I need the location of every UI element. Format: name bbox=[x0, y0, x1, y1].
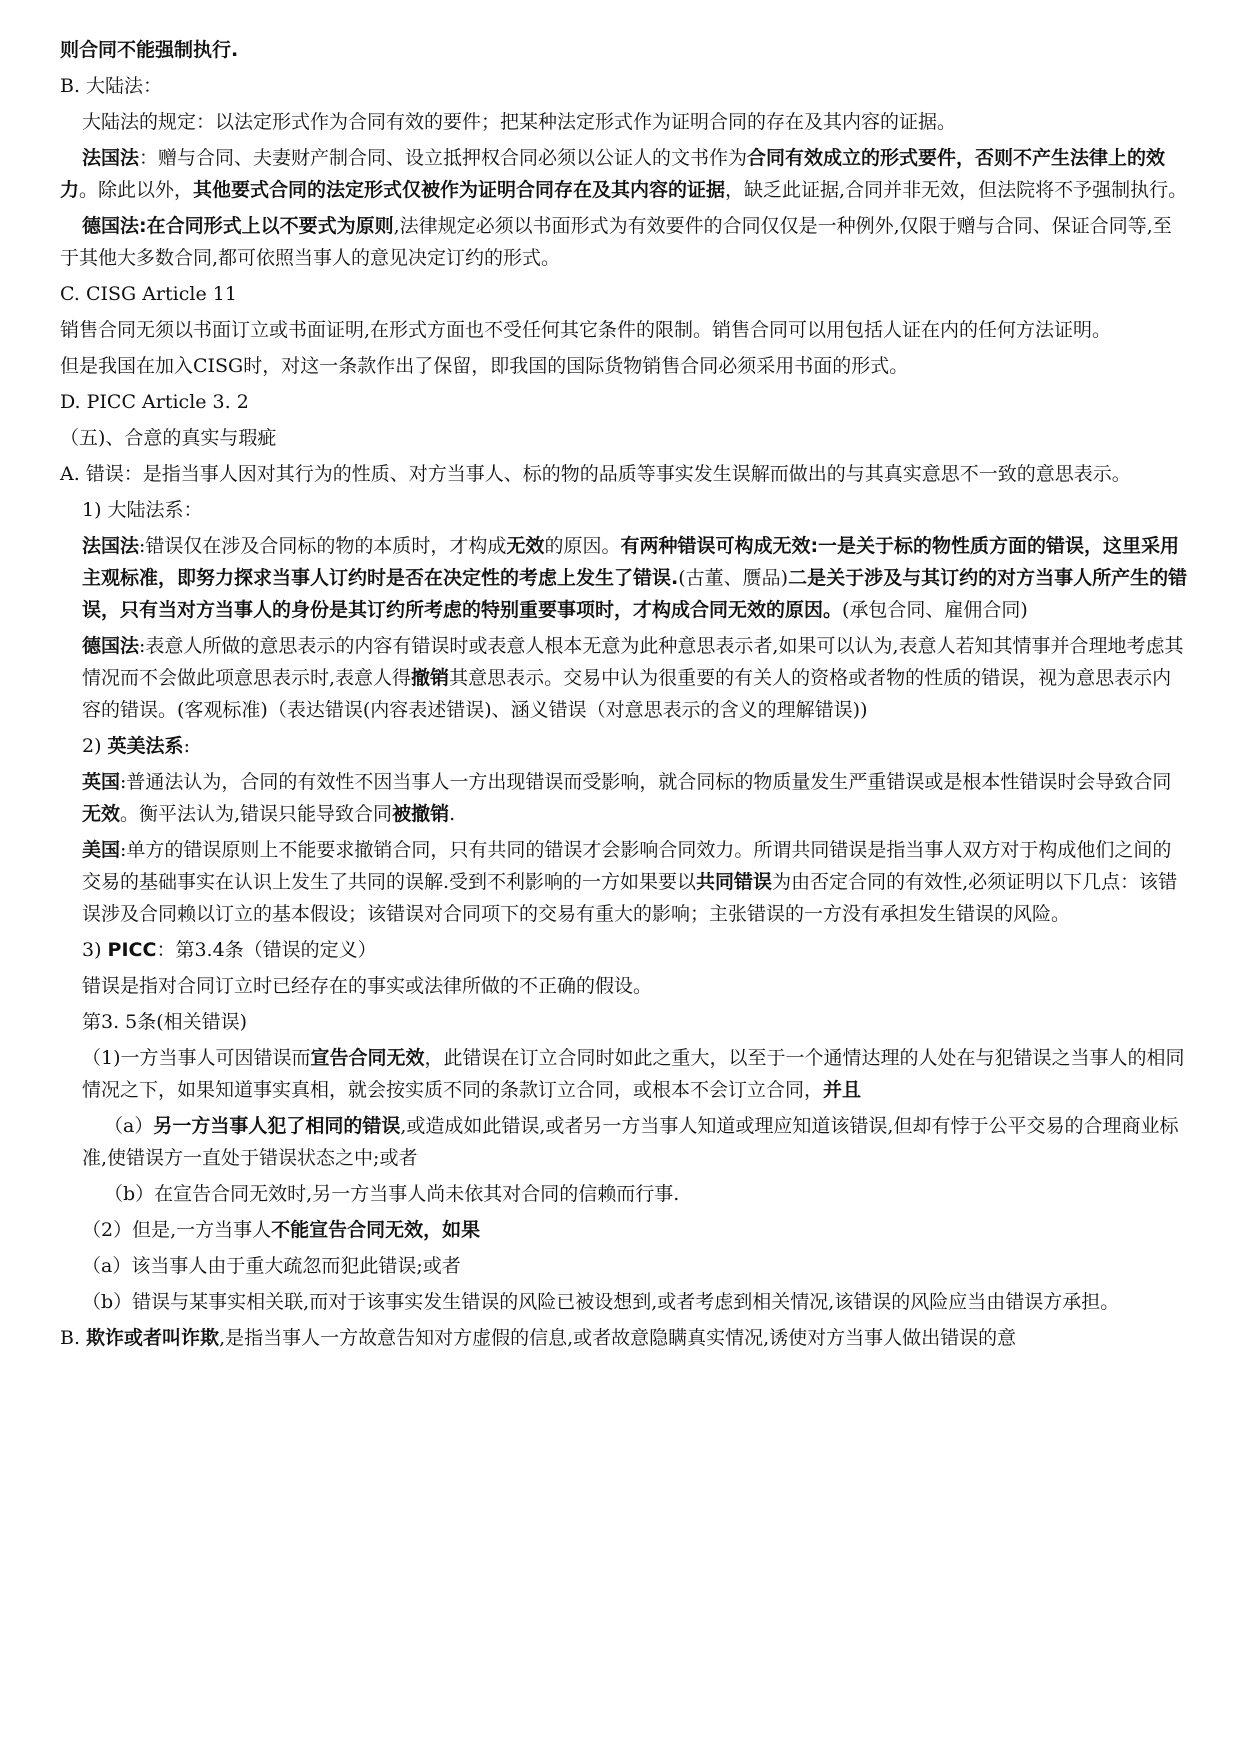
section-heading-consent bbox=[60, 422, 1190, 454]
bold-text-run: 撤销 bbox=[411, 667, 450, 689]
text-run: B. 大陆法： bbox=[60, 75, 163, 97]
paragraph-french-law-mistake bbox=[60, 530, 1190, 626]
text-run: 2) bbox=[82, 735, 108, 757]
text-run: ：第3.4条（错误的定义） bbox=[156, 939, 377, 961]
text-run: 的原因。 bbox=[544, 535, 621, 557]
text-run: ,是指当事人一方故意告知对方虚假的信息,或者故意隐瞒真实情况,诱使对方当事人做出错误的意 bbox=[219, 1327, 1017, 1349]
heading-d-picc bbox=[60, 386, 1190, 418]
bold-text-run: 英美法系 bbox=[107, 735, 184, 757]
text-run: C. CISG Article 11 bbox=[60, 283, 237, 305]
text-run: ,或造成如此错误,或者另一方当事人知道或理应知道该错误,但却有悖于公平交易的合理商业标准,使错误方一直处于错误状态之中;或者 bbox=[82, 1115, 1179, 1169]
bold-text-run: 宣告合同无效 bbox=[310, 1047, 425, 1069]
text-run: :普通法认为，合同的有效性不因当事人一方出现错误而受影响，就合同标的物质量发生严重错误或是根本性错误时会导致合同 bbox=[120, 771, 1172, 793]
paragraph-uk-mistake bbox=[60, 766, 1190, 830]
bold-text-run: 法国法 bbox=[82, 535, 140, 557]
text-run: 1) 大陆法系： bbox=[82, 499, 203, 521]
text-run: 。衡平法认为,错误只能导致合同 bbox=[120, 803, 393, 825]
text-run: 大陆法的规定：以法定形式作为合同有效的要件；把某种法定形式作为证明合同的存在及其内容的证据。 bbox=[82, 111, 957, 133]
paragraph-civil-law-rule bbox=[60, 106, 1190, 138]
text-run: （b）错误与某事实相关联,而对于该事实发生错误的风险已被设想到,或者考虑到相关情况,该错误的风险应当由错误方承担。 bbox=[82, 1291, 1120, 1313]
paragraph-cisg-reservation bbox=[60, 350, 1190, 382]
text-run: 销售合同无须以书面订立或书面证明,在形式方面也不受任何其它条件的限制。销售合同可以用包括人证在内的任何方法证明。 bbox=[60, 319, 1112, 341]
bold-text-run: 并且 bbox=[823, 1079, 862, 1101]
bold-text-run: 另一方当事人犯了相同的错误 bbox=[153, 1115, 401, 1137]
text-run: 。除此以外， bbox=[79, 179, 194, 201]
paragraph-cisg-rule bbox=[60, 314, 1190, 346]
heading-c-cisg bbox=[60, 278, 1190, 310]
bold-text-run: 合同有效成立的形式要件，否则不产生法律上的效力 bbox=[60, 147, 1166, 201]
text-run: (古董、赝品) bbox=[678, 567, 789, 589]
text-run: ，缺乏此证据,合同并非无效，但法院将不予强制执行。 bbox=[725, 179, 1188, 201]
subheading-common-law-system bbox=[60, 730, 1190, 762]
bold-text-run: 二是关于涉及与其订约的对方当事人所产生的错误，只有当对方当事人的身份是其订约所考虑的特别重要事项时，才构成合同无效的原因。 bbox=[82, 567, 1188, 621]
text-run: . bbox=[449, 803, 456, 825]
bold-text-run: 法国法 bbox=[82, 147, 140, 169]
text-run: （a）该当事人由于重大疏忽而犯此错误;或者 bbox=[82, 1255, 461, 1277]
text-run: 其意思表示。交易中认为很重要的有关人的资格或者物的性质的错误，视为意思表示内容的错误。(客观标准)（表达错误(内容表述错误)、涵义错误（对意思表示的含义的理解错误)) bbox=[82, 667, 1172, 721]
bold-text-run: 无效 bbox=[506, 535, 545, 557]
item-a-mistake bbox=[60, 458, 1190, 490]
bold-text-run: 英国 bbox=[82, 771, 121, 793]
bold-text-run: 共同错误 bbox=[696, 871, 773, 893]
text-run: （2）但是,一方当事人 bbox=[82, 1219, 272, 1241]
text-run: (承包合同、雇佣合同) bbox=[842, 599, 1028, 621]
paragraph-article-3-5-2 bbox=[60, 1214, 1190, 1246]
bold-text-run: 其他要式合同的法定形式仅被作为证明合同存在及其内容的证据 bbox=[193, 179, 726, 201]
bold-text-run: 德国法:在合同形式上以不要式为原则 bbox=[82, 215, 394, 237]
text-run: 错误是指对合同订立时已经存在的事实或法律所做的不正确的假设。 bbox=[82, 975, 653, 997]
text-run: （五)、合意的真实与瑕疵 bbox=[60, 427, 277, 449]
paragraph-article-3-5-2a bbox=[60, 1250, 1190, 1282]
bold-text-run: PICC bbox=[107, 939, 157, 961]
paragraph-us-mistake bbox=[60, 834, 1190, 930]
line-1 bbox=[60, 34, 1190, 66]
paragraph-german-law-mistake bbox=[60, 630, 1190, 726]
bold-text-run: 德国法 bbox=[82, 635, 140, 657]
text-run: :表意人所做的意思表示的内容有错误时或表意人根本无意为此种意思表示者,如果可以认为,表意人若知其情事并合理地考虑其情况而不会做此项意思表示时,表意人得 bbox=[82, 635, 1184, 689]
paragraph-article-3-5-2b bbox=[60, 1286, 1190, 1318]
item-b-fraud bbox=[60, 1322, 1190, 1354]
text-run: （1)一方当事人可因错误而 bbox=[82, 1047, 311, 1069]
text-run: 第3. 5条(相关错误) bbox=[82, 1011, 248, 1033]
text-run: 但是我国在加入CISG时，对这一条款作出了保留，即我国的国际货物销售合同必须采用书面的形式。 bbox=[60, 355, 909, 377]
text-run: B. bbox=[60, 1327, 87, 1349]
text-run: :单方的错误原则上不能要求撤销合同，只有共同的错误才会影响合同效力。所谓共同错误是指当事人双方对于构成他们之间的交易的基础事实在认识上发生了共同的误解.受到不利影响的一方如果要以 bbox=[82, 839, 1172, 893]
text-run: ,法律规定必须以书面形式为有效要件的合同仅仅是一种例外,仅限于赠与合同、保证合同等,至于其他大多数合同,都可依照当事人的意见决定订约的形式。 bbox=[60, 215, 1172, 269]
bold-text-run: 不能宣告合同无效，如果 bbox=[271, 1219, 481, 1241]
text-run: 3) bbox=[82, 939, 108, 961]
text-run: A. 错误：是指当事人因对其行为的性质、对方当事人、标的物的品质等事实发生误解而做出的与其真实意思不一致的意思表示。 bbox=[60, 463, 1131, 485]
bold-text-run: 被撤销 bbox=[392, 803, 450, 825]
paragraph-french-law-form bbox=[60, 142, 1190, 206]
text-run: （a） bbox=[104, 1115, 154, 1137]
text-run: D. PICC Article 3. 2 bbox=[60, 391, 249, 413]
heading-b-civil-law bbox=[60, 70, 1190, 102]
paragraph-german-law-form bbox=[60, 210, 1190, 274]
text-run: :错误仅在涉及合同标的物的本质时，才构成 bbox=[139, 535, 507, 557]
text-run: ，此错误在订立合同时如此之重大，以至于一个通情达理的人处在与犯错误之当事人的相同情况之下，如果知道事实真相，就会按实质不同的条款订立合同，或根本不会订立合同， bbox=[82, 1047, 1185, 1101]
text-run: ：赠与合同、夫妻财产制合同、设立抵押权合同必须以公证人的文书作为 bbox=[139, 147, 748, 169]
document-page bbox=[60, 34, 1190, 1354]
bold-text-run: 欺诈或者叫诈欺 bbox=[86, 1327, 220, 1349]
bold-text-run: 则合同不能强制执行. bbox=[60, 39, 239, 61]
subheading-article-3-5 bbox=[60, 1006, 1190, 1038]
subheading-picc-3-4 bbox=[60, 934, 1190, 966]
bold-text-run: 美国 bbox=[82, 839, 121, 861]
bold-text-run: 无效 bbox=[82, 803, 121, 825]
paragraph-article-3-5-1 bbox=[60, 1042, 1190, 1106]
bold-text-run: 有两种错误可构成无效:一是关于标的物性质方面的错误，这里采用主观标准，即努力探求当事人订约时是否在决定性的考虑上发生了错误. bbox=[82, 535, 1180, 589]
text-run: 为由否定合同的有效性,必须证明以下几点：该错误涉及合同赖以订立的基本假设；该错误对合同项下的交易有重大的影响；主张错误的一方没有承担发生错误的风险。 bbox=[82, 871, 1178, 925]
paragraph-article-3-5-1b bbox=[60, 1178, 1190, 1210]
paragraph-article-3-5-1a bbox=[60, 1110, 1190, 1174]
subheading-civil-law-system bbox=[60, 494, 1190, 526]
text-run: : bbox=[183, 735, 190, 757]
paragraph-mistake-definition bbox=[60, 970, 1190, 1002]
text-run: （b）在宣告合同无效时,另一方当事人尚未依其对合同的信赖而行事. bbox=[104, 1183, 680, 1205]
